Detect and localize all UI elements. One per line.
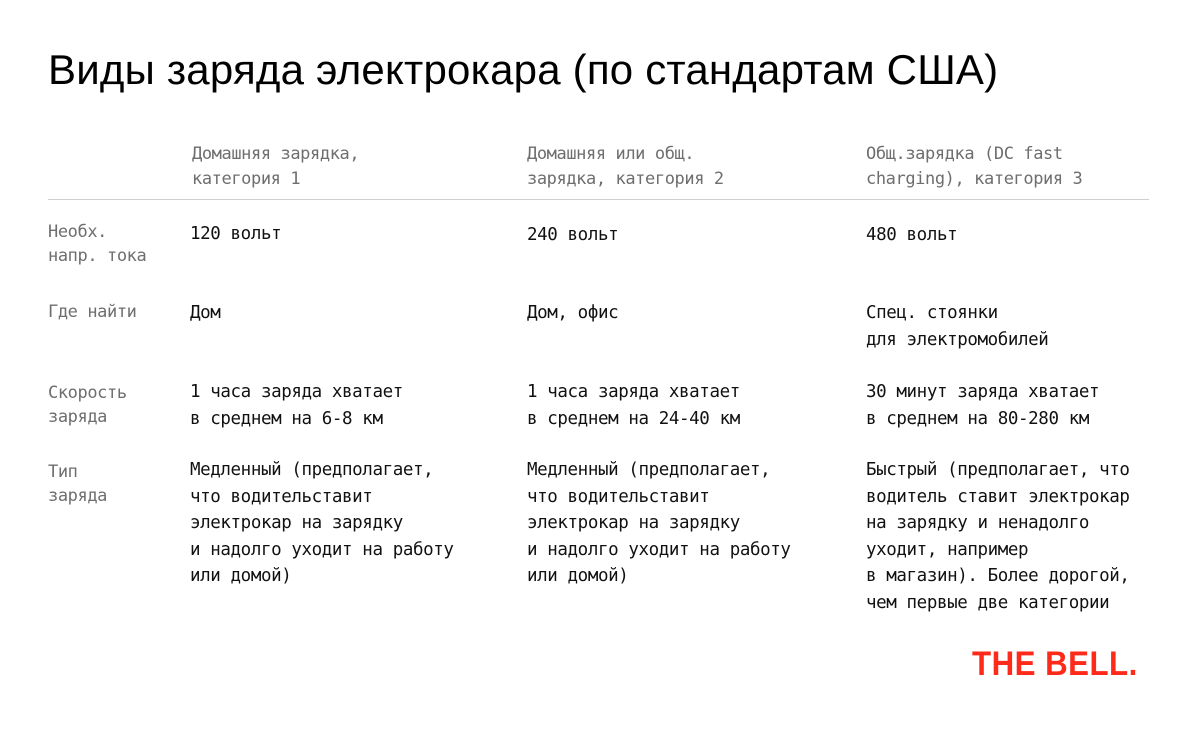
row-label-charge-speed: Скорость заряда bbox=[48, 383, 127, 427]
cell-location-category-2: Дом, офис bbox=[527, 303, 619, 323]
cell-voltage-category-3: 480 вольт bbox=[866, 225, 958, 245]
page-title: Виды заряда электрокара (по стандартам США) bbox=[48, 46, 999, 93]
column-header-category-3: Общ.зарядка (DC fast charging), категория 3 bbox=[866, 144, 1083, 189]
cell-location-category-3: Спец. стоянки для электромобилей bbox=[866, 303, 1049, 350]
cell-type-category-3: Быстрый (предполагает, что водитель ставит электрокар на зарядку и ненадолго уходит, например в магазин). Более дорогой, чем первые две категории bbox=[866, 460, 1130, 613]
column-header-category-2: Домашняя или общ. зарядка, категория 2 bbox=[527, 144, 724, 189]
cell-speed-category-1: 1 часа заряда хватает в среднем на 6-8 км bbox=[190, 382, 403, 429]
row-label-voltage: Необх. напр. тока bbox=[48, 222, 147, 266]
cell-speed-category-2: 1 часа заряда хватает в среднем на 24-40 км bbox=[527, 382, 740, 429]
cell-voltage-category-2: 240 вольт bbox=[527, 225, 619, 245]
cell-type-category-1: Медленный (предполагает, что водительставит электрокар на зарядку и надолго уходит на работу или домой) bbox=[190, 460, 454, 586]
row-label-charge-type: Тип заряда bbox=[48, 462, 108, 506]
row-label-location: Где найти bbox=[48, 302, 137, 322]
header-divider bbox=[48, 199, 1149, 200]
the-bell-logo: THE BELL. bbox=[972, 645, 1138, 683]
cell-location-category-1: Дом bbox=[190, 303, 221, 323]
cell-speed-category-3: 30 минут заряда хватает в среднем на 80-280 км bbox=[866, 382, 1100, 429]
column-header-category-1: Домашняя зарядка, категория 1 bbox=[192, 144, 360, 189]
cell-voltage-category-1: 120 вольт bbox=[190, 224, 282, 244]
cell-type-category-2: Медленный (предполагает, что водительставит электрокар на зарядку и надолго уходит на работу или домой) bbox=[527, 460, 791, 586]
